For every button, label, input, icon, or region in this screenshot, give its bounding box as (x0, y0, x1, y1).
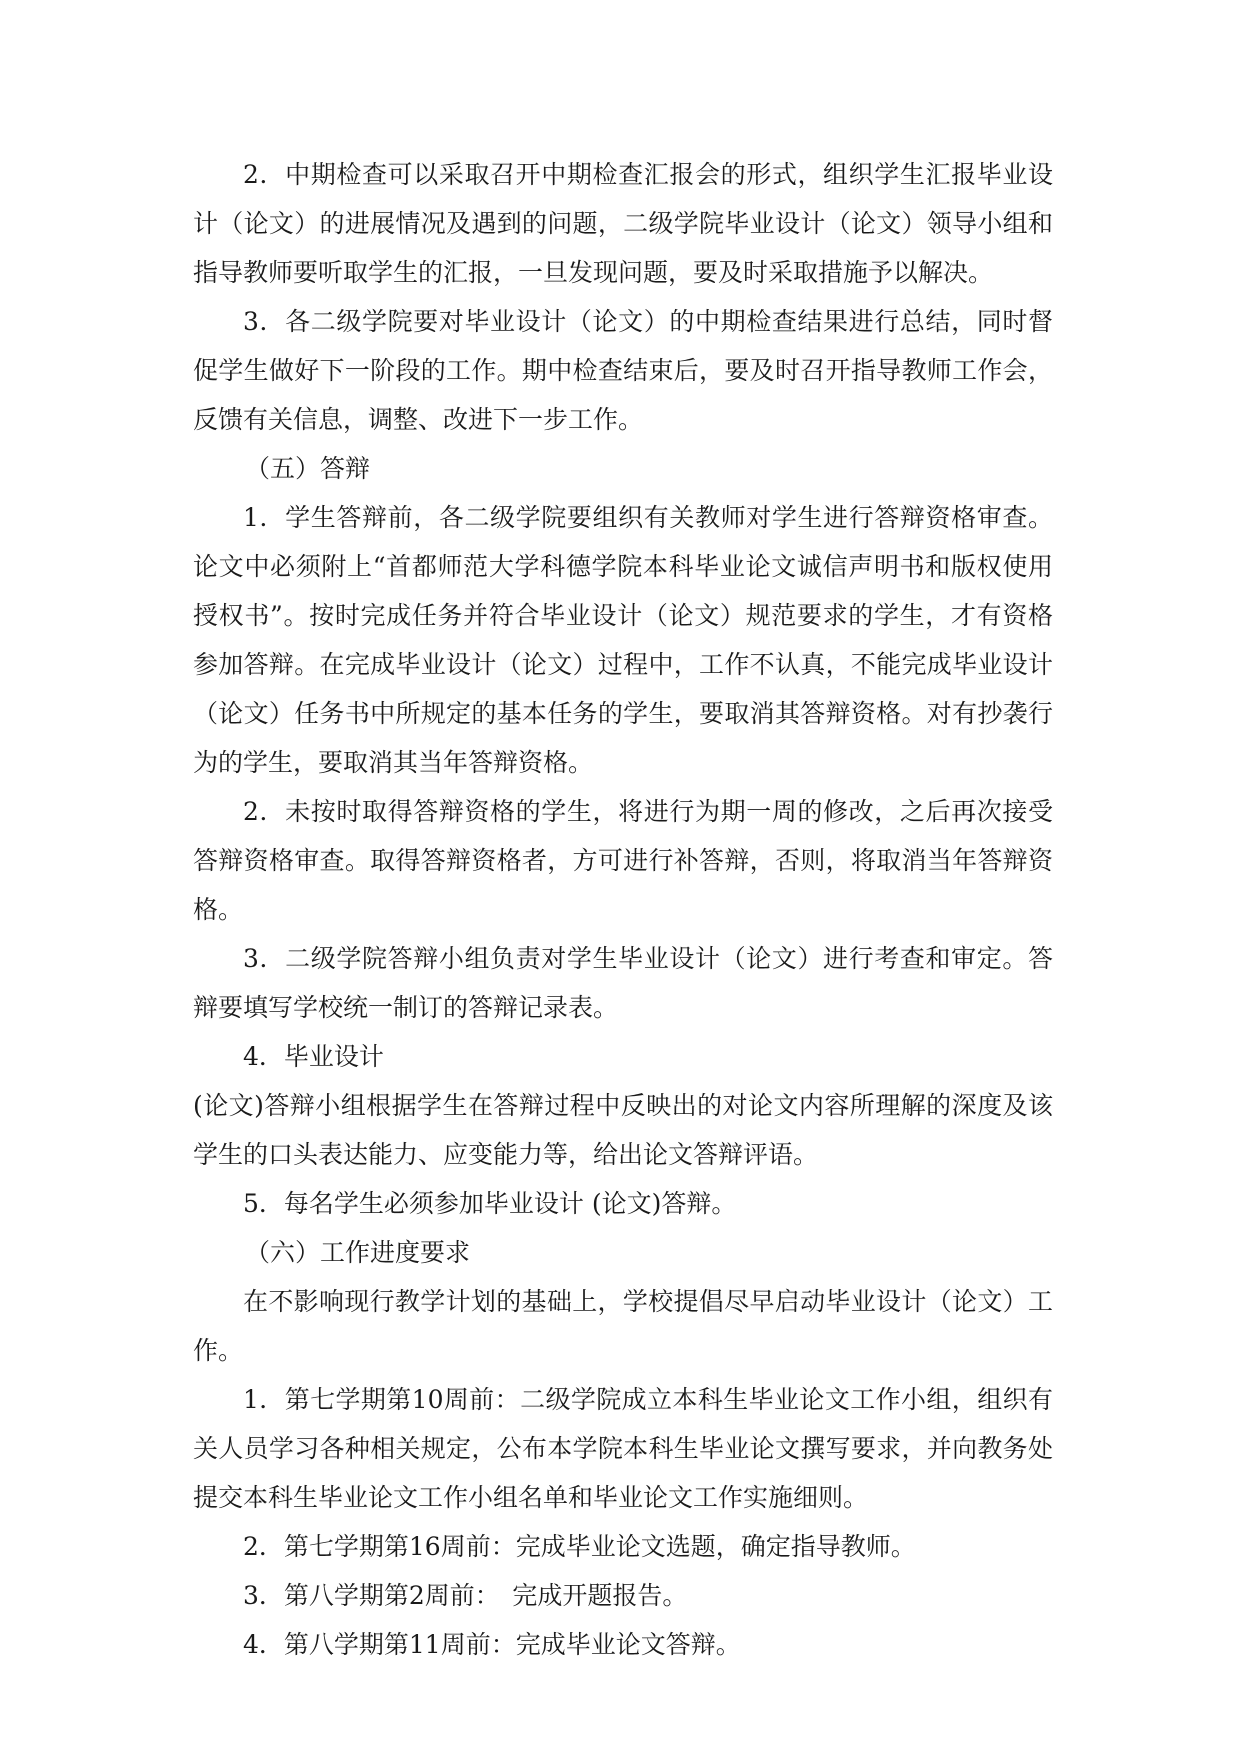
paragraph-defense-committee: 3．二级学院答辩小组负责对学生毕业设计（论文）进行考查和审定。答辩要填写学校统一制订的答辩记录表。 (193, 944, 1053, 1022)
paragraph-schedule-week11: 4．第八学期第11周前：完成毕业论文答辩。 (243, 1630, 741, 1659)
paragraph-item-4-heading: 4．毕业设计 (243, 1042, 384, 1071)
paragraph-schedule-week2: 3．第八学期第2周前： 完成开题报告。 (243, 1581, 688, 1610)
paragraph-schedule-intro: 在不影响现行教学计划的基础上，学校提倡尽早启动毕业设计（论文）工作。 (193, 1287, 1053, 1365)
paragraph-midterm-report-meeting: 2．中期检查可以采取召开中期检查汇报会的形式，组织学生汇报毕业设计（论文）的进展情况及遇到的问题，二级学院毕业设计（论文）领导小组和指导教师要听取学生的汇报，一旦发现问题，要及时采取措施予以解决。 (193, 160, 1053, 287)
paragraph-midterm-summary: 3．各二级学院要对毕业设计（论文）的中期检查结果进行总结，同时督促学生做好下一阶段的工作。期中检查结束后，要及时召开指导教师工作会，反馈有关信息，调整、改进下一步工作。 (193, 307, 1053, 434)
paragraph-defense-comments: (论文)答辩小组根据学生在答辩过程中反映出的对论文内容所理解的深度及该学生的口头表达能力、应变能力等，给出论文答辩评语。 (193, 1091, 1053, 1169)
paragraph-schedule-week16: 2．第七学期第16周前：完成毕业论文选题，确定指导教师。 (243, 1532, 916, 1561)
paragraph-schedule-week10: 1．第七学期第10周前：二级学院成立本科生毕业论文工作小组，组织有关人员学习各种相关规定，公布本学院本科生毕业论文撰写要求，并向教务处提交本科生毕业论文工作小组名单和毕业论文工作实施细则。 (193, 1385, 1053, 1512)
section-heading-schedule: （六）工作进度要求 (245, 1238, 471, 1267)
section-heading-defense: （五）答辩 (245, 454, 371, 483)
paragraph-defense-mandatory: 5．每名学生必须参加毕业设计 (论文)答辩。 (243, 1189, 737, 1218)
paragraph-defense-qualification: 1．学生答辩前，各二级学院要组织有关教师对学生进行答辩资格审查。论文中必须附上“首都师范大学科德学院本科毕业论文诚信声明书和版权使用授权书”。按时完成任务并符合毕业设计（论文）规范要求的学生，才有资格参加答辩。在完成毕业设计（论文）过程中，工作不认真，不能完成毕业设计（论文）任务书中所规定的基本任务的学生，要取消其答辩资格。对有抄袭行为的学生，要取消其当年答辩资格。 (193, 503, 1053, 777)
paragraph-defense-retake: 2．未按时取得答辩资格的学生，将进行为期一周的修改，之后再次接受答辩资格审查。取得答辩资格者，方可进行补答辩，否则，将取消当年答辩资格。 (193, 797, 1053, 924)
document-body (193, 150, 1053, 1669)
